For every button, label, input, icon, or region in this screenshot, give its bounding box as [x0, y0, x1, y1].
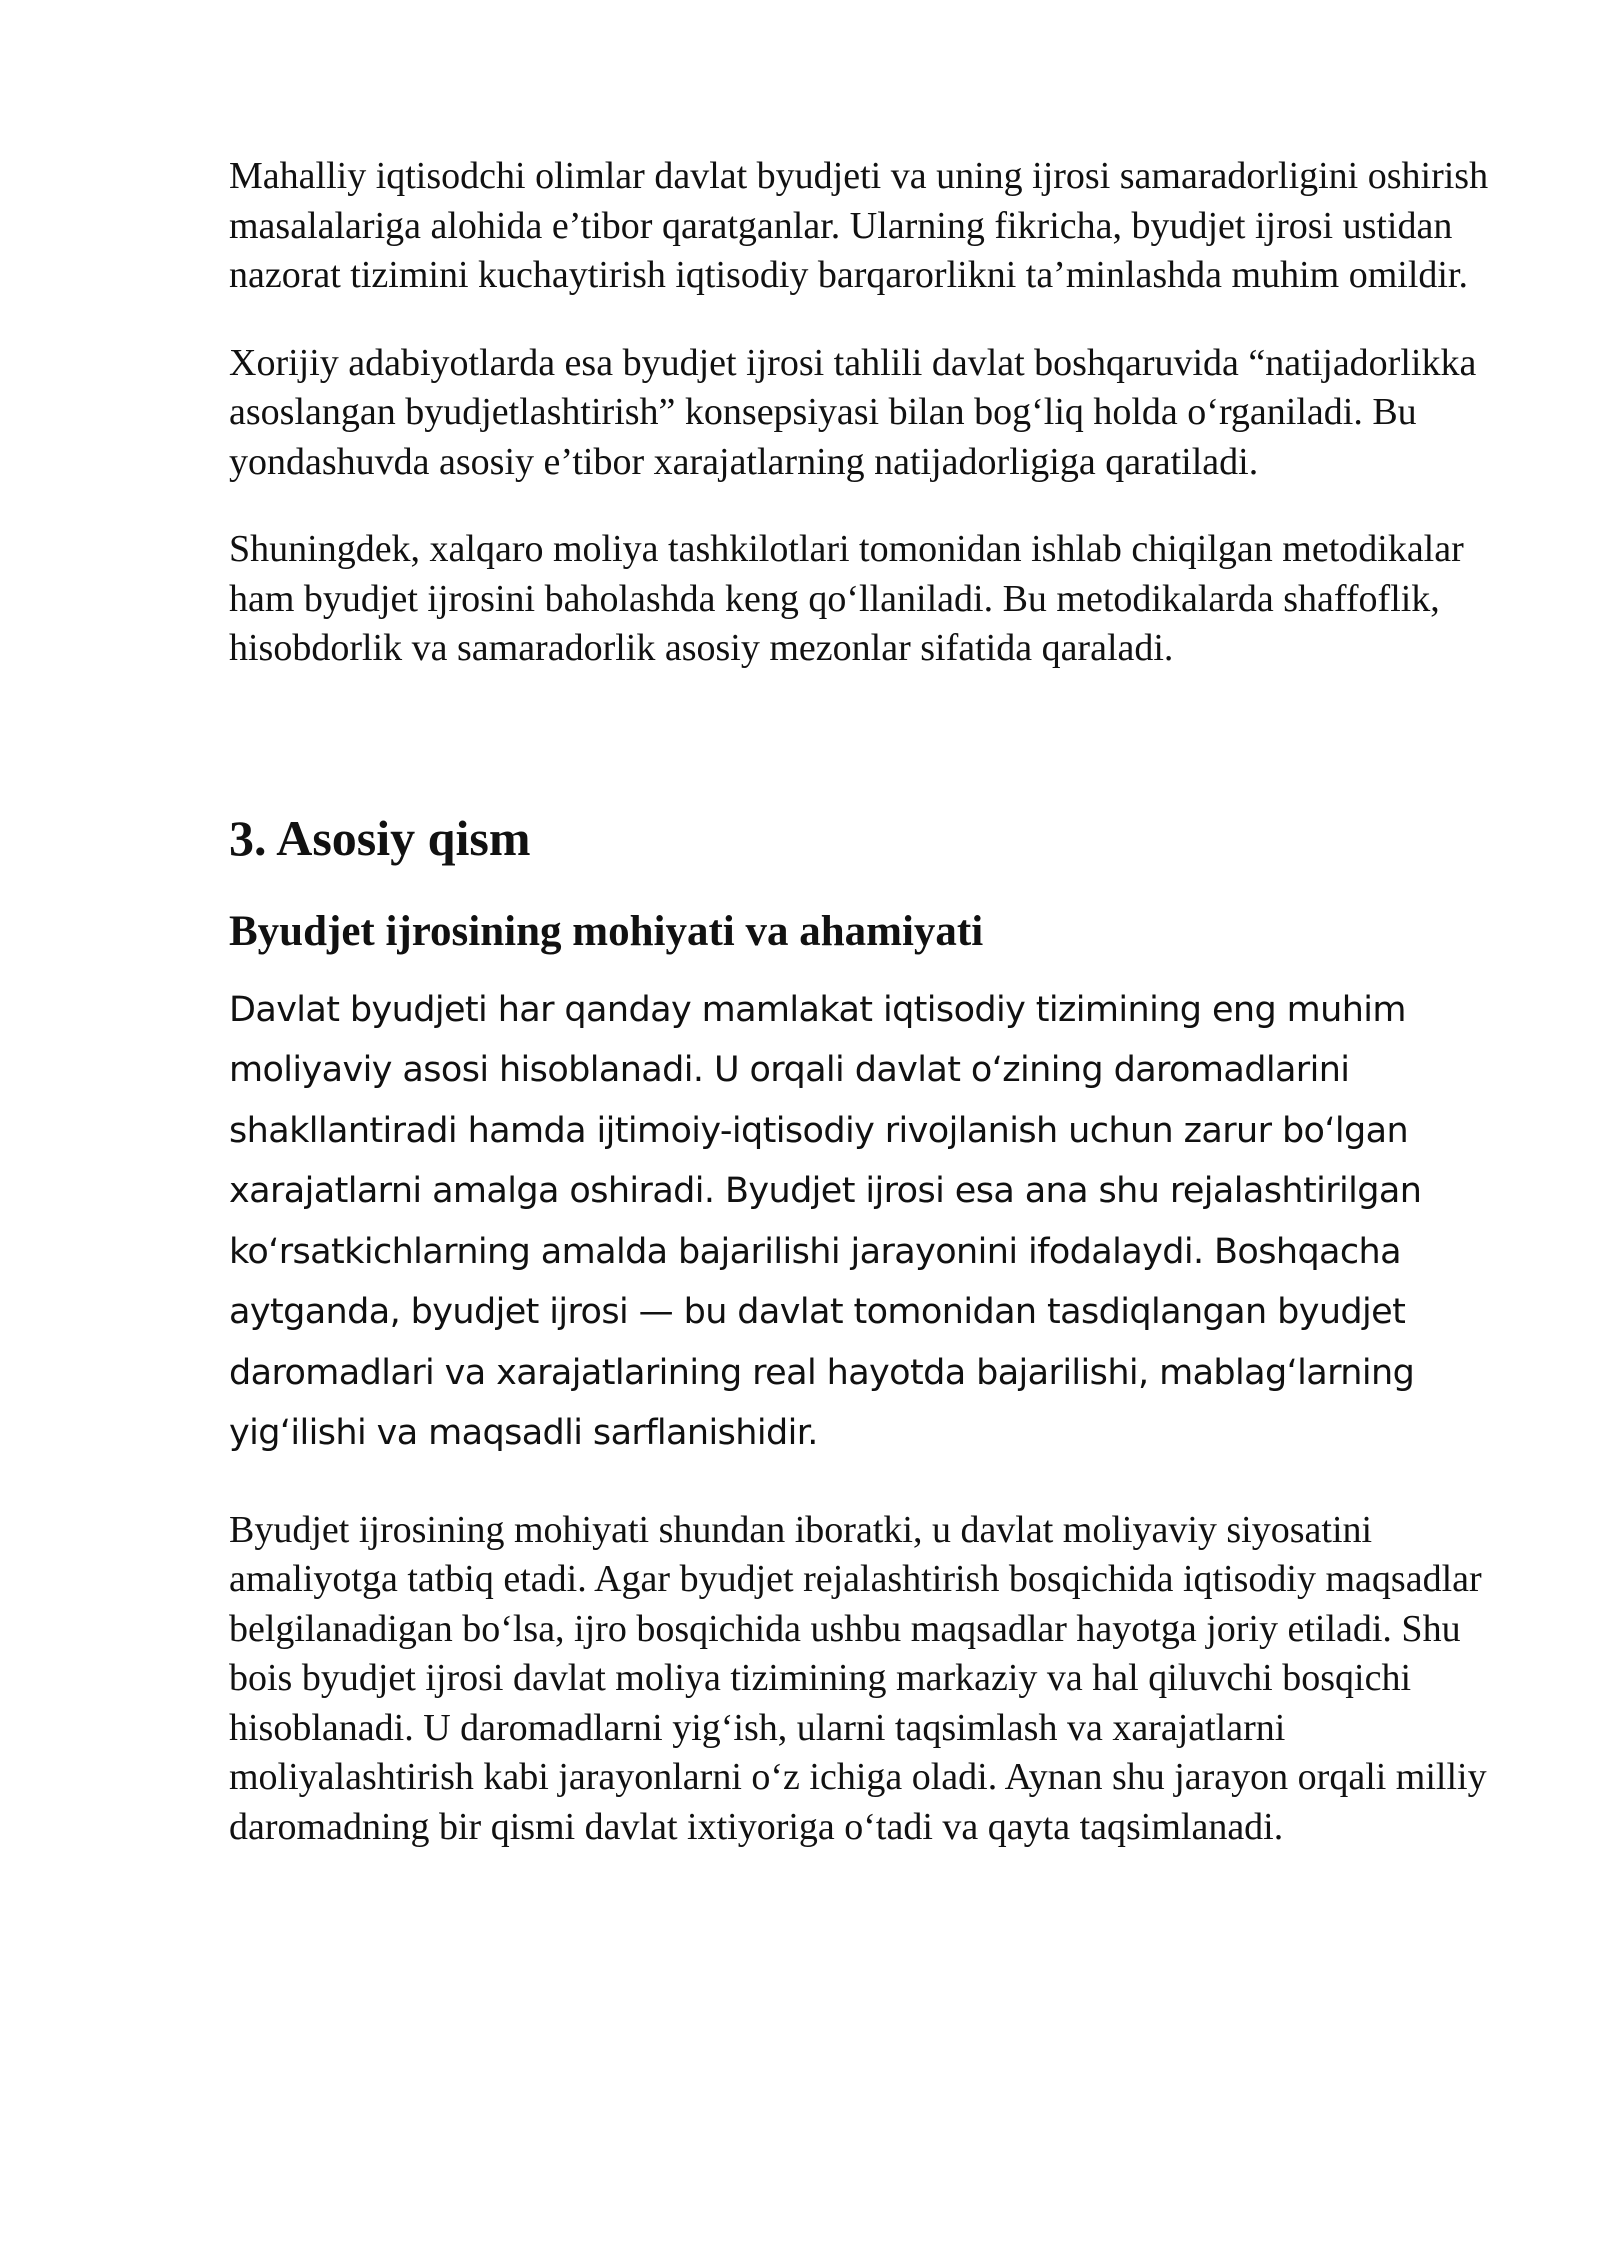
paragraph-state-budget: Davlat byudjeti har qanday mamlakat iqtisodiy tizimining eng muhim moliyaviy asosi hisoblanadi. U orqali davlat o‘zining daromadlarini shakllantiradi hamda ijtimoiy-iqtisodiy rivojlanish uchun zarur bo‘lgan xarajatlarni amalga oshiradi. Byudjet ijrosi esa ana shu rejalashtirilgan ko‘rsatkichlarning amalda bajarilishi jarayonini ifodalaydi. Boshqacha aytganda, byudjet ijrosi — bu davlat tomonidan tasdiqlangan byudjet daromadlari va xarajatlarining real hayotda bajarilishi, mablag‘larning yig‘ilishi va maqsadli sarflanishidir.: [229, 989, 1422, 1453]
document-body: [229, 152, 1489, 1852]
paragraph-budget-essence: Byudjet ijrosining mohiyati shundan iboratki, u davlat moliyaviy siyosatini amaliyotga tatbiq etadi. Agar byudjet rejalashtirish bosqichida iqtisodiy maqsadlar belgilanadigan bo‘lsa, ijro bosqichida ushbu maqsadlar hayotga joriy etiladi. Shu bois byudjet ijrosi davlat moliya tizimining markaziy va hal qiluvchi bosqichi hisoblanadi. U daromadlarni yig‘ish, ularni taqsimlash va xarajatlarni moliyalashtirish kabi jarayonlarni o‘z ichiga oladi. Aynan shu jarayon orqali milliy daromadning bir qismi davlat ixtiyoriga o‘tadi va qayta taqsimlanadi.: [229, 1508, 1487, 1848]
paragraph-local-economists: Mahalliy iqtisodchi olimlar davlat byudjeti va uning ijrosi samaradorligini oshirish masalalariga alohida e’tibor qaratganlar. Ularning fikricha, byudjet ijrosi ustidan nazorat tizimini kuchaytirish iqtisodiy barqarorlikni ta’minlashda muhim omildir.: [229, 155, 1489, 296]
paragraph-international-methods: Shuningdek, xalqaro moliya tashkilotlari tomonidan ishlab chiqilgan metodikalar ham byudjet ijrosini baholashda keng qo‘llaniladi. Bu metodikalarda shaffoflik, hisobdorlik va samaradorlik asosiy mezonlar sifatida qaraladi.: [229, 528, 1464, 669]
paragraph-foreign-literature: Xorijiy adabiyotlarda esa byudjet ijrosi tahlili davlat boshqaruvida “natijadorlikka asoslangan byudjetlashtirish” konsepsiyasi bilan bog‘liq holda o‘rganiladi. Bu yondashuvda asosiy e’tibor xarajatlarning natijadorligiga qaratiladi.: [229, 341, 1477, 483]
subsection-heading: Byudjet ijrosining mohiyati va ahamiyati: [229, 907, 984, 955]
section-heading: 3. Asosiy qism: [229, 809, 531, 866]
